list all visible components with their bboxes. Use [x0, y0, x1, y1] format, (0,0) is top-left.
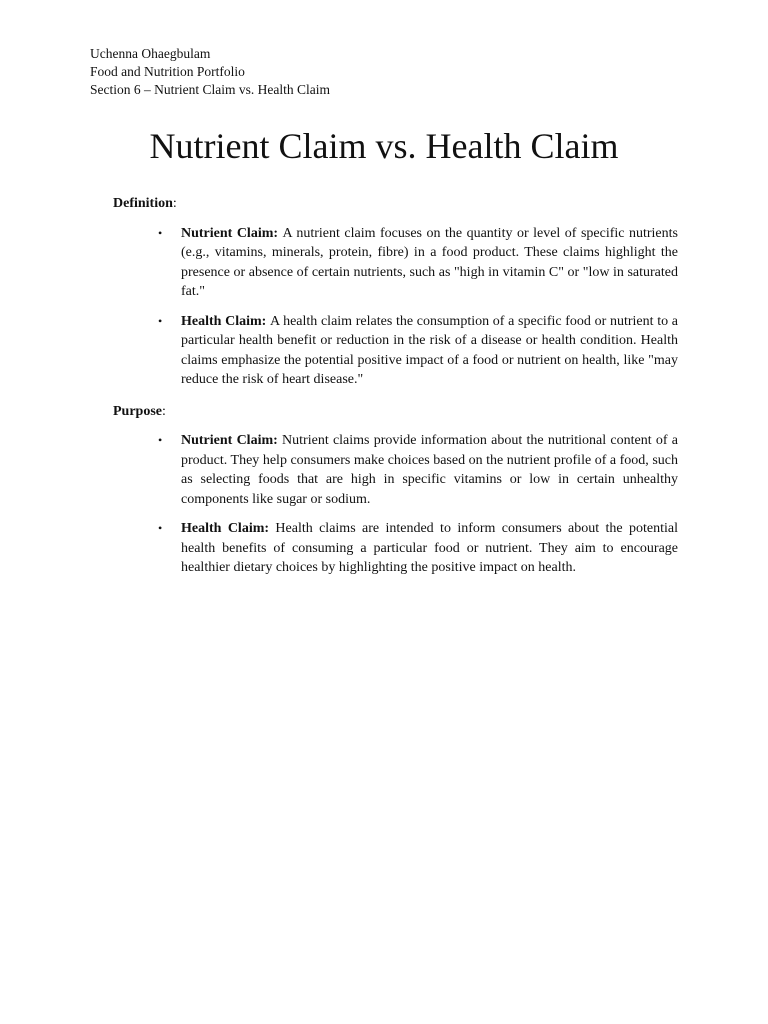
definition-heading	[113, 194, 678, 214]
purpose-heading	[113, 402, 678, 422]
bullet-icon: •	[158, 225, 163, 240]
section-name: Section 6 – Nutrient Claim vs. Health Claim	[90, 82, 330, 97]
purpose-label: Purpose	[113, 403, 162, 419]
claim-term: Health Claim:	[181, 521, 276, 536]
claim-text: Health claims are intended to inform consumers about the potential health benefits of consuming a particular food or nutrient. They aim to encourage healthier dietary choices by highlighting the positive impact on health.	[181, 521, 678, 575]
definition-list	[113, 224, 678, 390]
definition-colon: :	[172, 196, 177, 211]
purpose-list	[113, 431, 678, 578]
portfolio-name: Food and Nutrition Portfolio	[90, 64, 245, 79]
bullet-icon: •	[158, 521, 163, 535]
claim-text: A nutrient claim focuses on the quantity or level of specific nutrients (e.g., vitamins, minerals, protein, fibre) in a food product. These claims highlight the presence or absence of certain nutrients, such as "high in vitamin C" or "low in saturated fat."	[181, 225, 678, 299]
author-name: Uchenna Ohaegbulam	[90, 46, 211, 61]
bullet-icon: •	[158, 313, 163, 328]
bullet-icon: •	[158, 433, 163, 447]
list-item	[113, 519, 678, 578]
claim-text: Nutrient claims provide information about the nutritional content of a product. They help consumers make choices based on the nutrient profile of a food, such as selecting foods that are high in specific vitamins or low in certain unhealthy components like sugar or sodium.	[181, 433, 678, 507]
list-item	[113, 312, 678, 390]
claim-term: Nutrient Claim:	[181, 433, 283, 448]
document-body	[113, 194, 678, 590]
list-item	[113, 224, 678, 302]
purpose-colon: :	[162, 403, 166, 419]
claim-term: Health Claim:	[181, 313, 271, 329]
page-title: Nutrient Claim vs. Health Claim	[149, 126, 619, 166]
claim-term: Nutrient Claim:	[181, 225, 283, 241]
claim-text: A health claim relates the consumption of a specific food or nutrient to a particular health benefit or reduction in the risk of a disease or health condition. Health claims emphasize the potential positive impact of a food or nutrient on health, like "may reduce the risk of heart disease."	[181, 313, 678, 387]
list-item	[113, 431, 678, 509]
document-header	[90, 45, 330, 99]
definition-label: Definition	[113, 196, 173, 211]
